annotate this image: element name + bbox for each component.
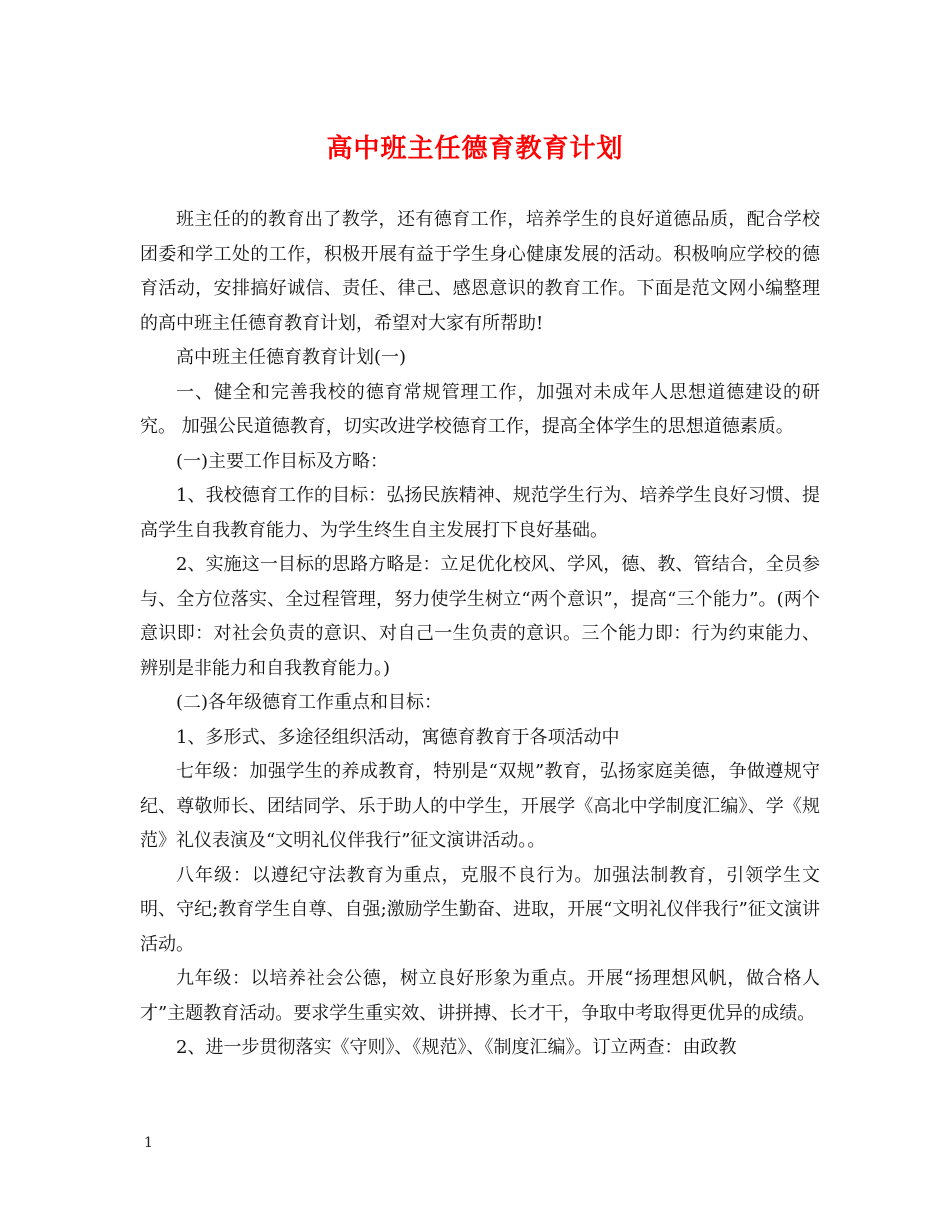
paragraph: 一、健全和完善我校的德育常规管理工作，加强对未成年人思想道德建设的研究。 加强公民道德教育，切实改进学校德育工作，提高全体学生的思想道德素质。 (140, 381, 820, 437)
paragraph: 九年级：以培养社会公德，树立良好形象为重点。开展“扬理想风帆，做合格人才”主题教育活动。要求学生重实效、讲拼搏、长才干，争取中考取得更优异的成绩。 (140, 968, 820, 1024)
paragraph: 八年级：以遵纪守法教育为重点，克服不良行为。加强法制教育，引领学生文明、守纪;教育学生自尊、自强;激励学生勤奋、进取，开展“文明礼仪伴我行”征文演讲活动。 (140, 864, 820, 955)
paragraph: 七年级：加强学生的养成教育，特别是“双规”教育，弘扬家庭美德，争做遵规守纪、尊敬师长、团结同学、乐于助人的中学生，开展学《高北中学制度汇编》、学《规范》礼仪表演及“文明礼仪伴我行”征文演讲活动。。 (140, 761, 820, 851)
paragraph-section-heading: 高中班主任德育教育计划(一) (176, 347, 407, 368)
page-number: 1 (144, 1135, 153, 1151)
paragraph-subheading: (二)各年级德育工作重点和目标： (176, 692, 443, 713)
paragraph: 1、多形式、多途径组织活动，寓德育教育于各项活动中 (176, 726, 620, 748)
document-body (140, 203, 820, 1066)
paragraph: 2、进一步贯彻落实《守则》、《规范》、《制度汇编》。订立两查：由政教 (176, 1037, 737, 1058)
paragraph-subheading: (一)主要工作目标及方略： (176, 450, 389, 472)
document-title: 高中班主任德育教育计划 (326, 134, 624, 164)
paragraph: 2、实施这一目标的思路方略是：立足优化校风、学风，德、教、管结合，全员参与、全方位落实、全过程管理，努力使学生树立“两个意识”，提高“三个能力”。(两个意识即：对社会负责的意识、对自己一生负责的意识。三个能力即：行为约束能力、辨别是非能力和自我教育能力。) (140, 554, 820, 679)
paragraph-intro: 班主任的的教育出了教学，还有德育工作，培养学生的良好道德品质，配合学校团委和学工处的工作，积极开展有益于学生身心健康发展的活动。积极响应学校的德育活动，安排搞好诚信、责任、律己、感恩意识的教育工作。下面是范文网小编整理的高中班主任德育教育计划，希望对大家有所帮助! (140, 209, 820, 334)
paragraph: 1、我校德育工作的目标：弘扬民族精神、规范学生行为、培养学生良好习惯、提高学生自我教育能力、为学生终生自主发展打下良好基础。 (140, 485, 820, 541)
